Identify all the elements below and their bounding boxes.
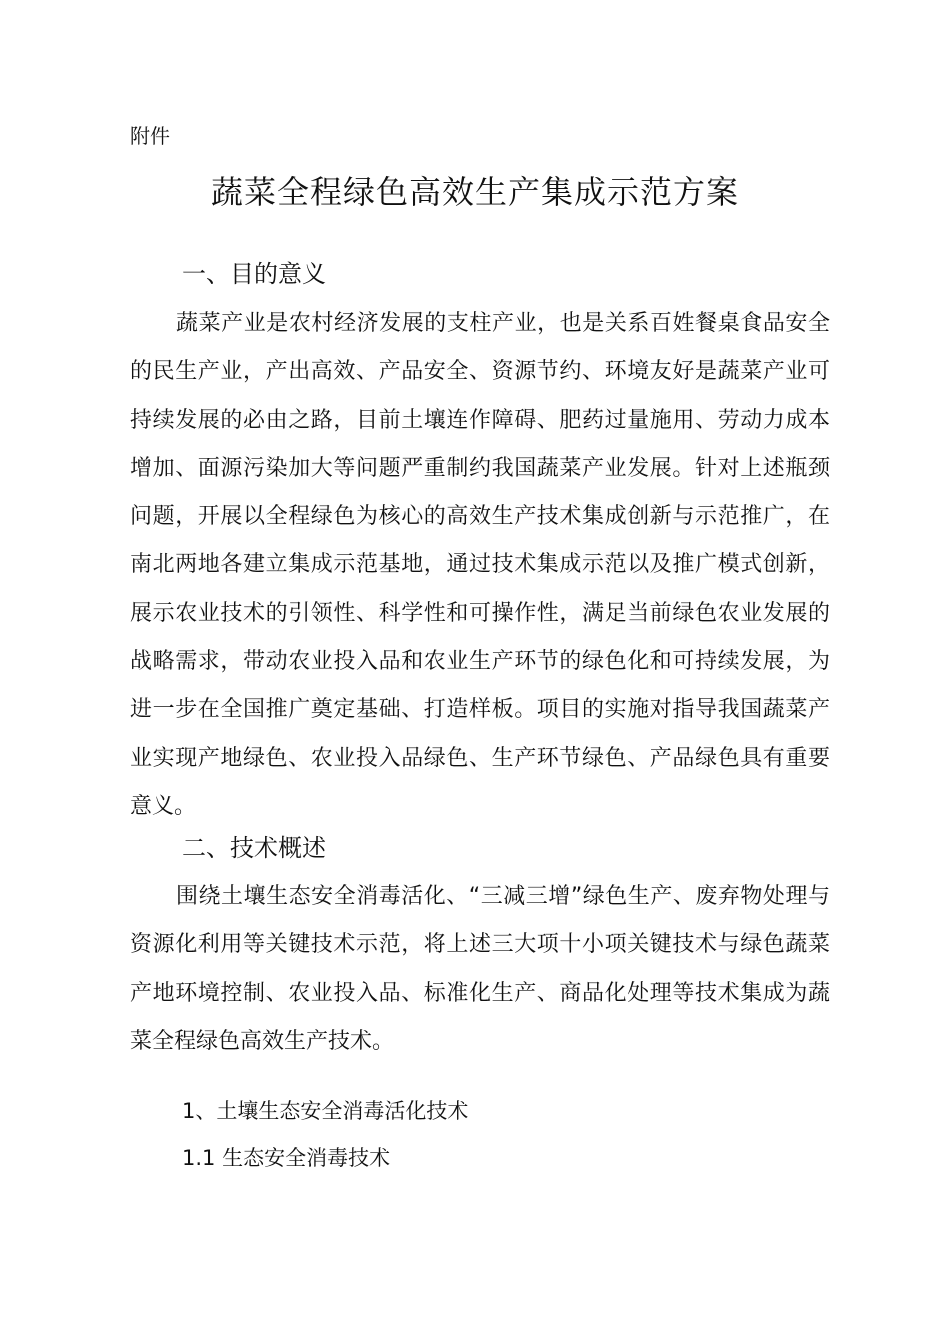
section-heading-purpose: 一、目的意义	[182, 260, 326, 288]
section-paragraph-purpose: 蔬菜产业是农村经济发展的支柱产业，也是关系百姓餐桌食品安全的民生产业，产出高效、产品安全、资源节约、环境友好是蔬菜产业可持续发展的必由之路，目前土壤连作障碍、肥药过量施用、劳动力成本增加、面源污染加大等问题严重制约我国蔬菜产业发展。针对上述瓶颈问题，开展以全程绿色为核心的高效生产技术集成创新与示范推广，在南北两地各建立集成示范基地，通过技术集成示范以及推广模式创新，展示农业技术的引领性、科学性和可操作性，满足当前绿色农业发展的战略需求，带动农业投入品和农业生产环节的绿色化和可持续发展，为进一步在全国推广奠定基础、打造样板。项目的实施对指导我国蔬菜产业实现产地绿色、农业投入品绿色、生产环节绿色、产品绿色具有重要意义。	[130, 311, 830, 819]
subsection-heading-soil: 1、土壤生态安全消毒活化技术	[182, 1099, 469, 1123]
attachment-label: 附件	[130, 124, 170, 148]
section-paragraph-overview: 围绕土壤生态安全消毒活化、“三减三增”绿色生产、废弃物处理与资源化利用等关键技术示范，将上述三大项十小项关键技术与绿色蔬菜产地环境控制、农业投入品、标准化生产、商品化处理等技术集成为蔬菜全程绿色高效生产技术。	[130, 884, 830, 1054]
document-title: 蔬菜全程绿色高效生产集成示范方案	[210, 173, 739, 211]
section-heading-overview: 二、技术概述	[182, 834, 326, 862]
subsection-heading-disinfection: 1.1 生态安全消毒技术	[182, 1146, 391, 1170]
